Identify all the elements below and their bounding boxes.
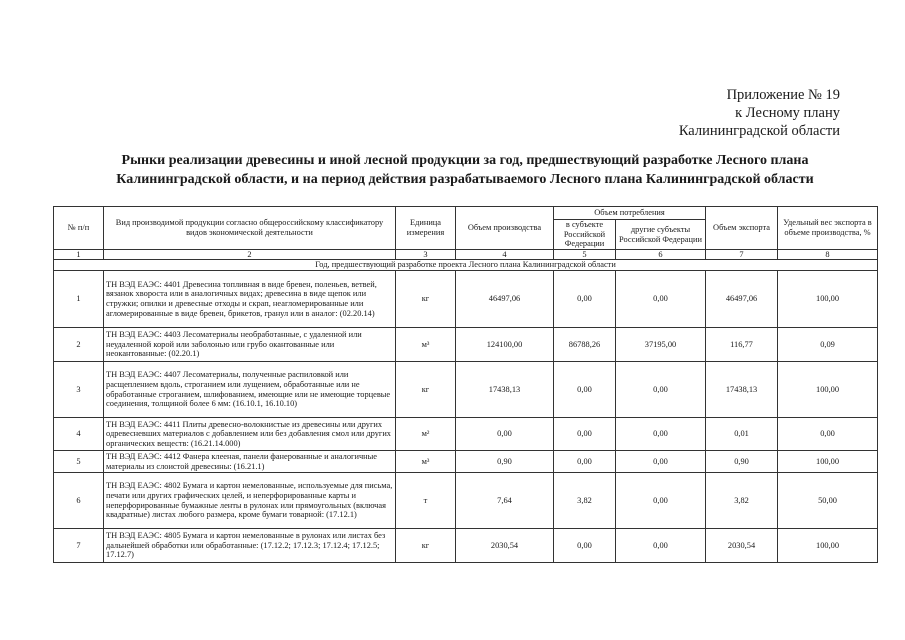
row-other-subjects: 0,00 xyxy=(616,418,706,451)
row-production: 124100,00 xyxy=(456,328,554,362)
row-production: 7,64 xyxy=(456,473,554,529)
header-export: Объем экспорта xyxy=(706,207,778,250)
row-export: 46497,06 xyxy=(706,271,778,328)
row-in-subject: 3,82 xyxy=(554,473,616,529)
row-export: 0,90 xyxy=(706,451,778,473)
row-export: 0,01 xyxy=(706,418,778,451)
column-index: 5 xyxy=(554,250,616,260)
column-index: 6 xyxy=(616,250,706,260)
header-production: Объем производства xyxy=(456,207,554,250)
row-other-subjects: 0,00 xyxy=(616,451,706,473)
markets-table xyxy=(53,206,878,563)
row-in-subject: 0,00 xyxy=(554,271,616,328)
row-description: ТН ВЭД ЕАЭС: 4403 Лесоматериалы необработанные, с удаленной или неудаленной корой или заболонью или грубо окантованные или неокантованные: (02.20.1) xyxy=(104,328,396,362)
row-num: 7 xyxy=(54,529,104,563)
table-row xyxy=(54,473,878,529)
row-description: ТН ВЭД ЕАЭС: 4805 Бумага и картон немелованные в рулонах или листах без дальнейшей обработки или обработанные: (17.12.2; 17.12.3; 17.12.4; 17.12.5; 17.12.7) xyxy=(104,529,396,563)
row-in-subject: 86788,26 xyxy=(554,328,616,362)
appendix-header xyxy=(640,86,840,140)
section-row xyxy=(54,260,878,271)
row-unit: м³ xyxy=(396,451,456,473)
row-in-subject: 0,00 xyxy=(554,529,616,563)
row-num: 5 xyxy=(54,451,104,473)
column-index: 3 xyxy=(396,250,456,260)
row-production: 0,90 xyxy=(456,451,554,473)
header-share: Удельный вес экспорта в объеме производства, % xyxy=(778,207,878,250)
row-description: ТН ВЭД ЕАЭС: 4412 Фанера клееная, панели фанерованные и аналогичные материалы из слоистой древесины: (16.21.1) xyxy=(104,451,396,473)
row-production: 46497,06 xyxy=(456,271,554,328)
appendix-region: Калининградской области xyxy=(678,123,840,139)
title-line-2: Калининградской области, и на период действия разрабатываемого Лесного плана Калининградской области xyxy=(116,171,814,187)
column-index-row xyxy=(54,250,878,260)
row-production: 2030,54 xyxy=(456,529,554,563)
table-row xyxy=(54,271,878,328)
row-share: 100,00 xyxy=(778,271,878,328)
row-share: 50,00 xyxy=(778,473,878,529)
row-production: 0,00 xyxy=(456,418,554,451)
header-consumption: Объем потребления xyxy=(554,207,706,220)
row-num: 2 xyxy=(54,328,104,362)
row-num: 4 xyxy=(54,418,104,451)
row-unit: кг xyxy=(396,362,456,418)
header-unit: Единица измерения xyxy=(396,207,456,250)
row-other-subjects: 0,00 xyxy=(616,271,706,328)
row-num: 3 xyxy=(54,362,104,418)
document-title xyxy=(40,152,890,189)
row-share: 100,00 xyxy=(778,529,878,563)
row-share: 100,00 xyxy=(778,362,878,418)
column-index: 1 xyxy=(54,250,104,260)
appendix-reference: к Лесному плану xyxy=(735,105,840,121)
header-product: Вид производимой продукции согласно общероссийскому классификатору видов экономической деятельности xyxy=(104,207,396,250)
row-description: ТН ВЭД ЕАЭС: 4411 Плиты древесно-волокнистые из древесины или других одревесневших материалов с добавлением или без добавления смол или других органических веществ: (16.21.14.000) xyxy=(104,418,396,451)
row-description: ТН ВЭД ЕАЭС: 4401 Древесина топливная в виде бревен, поленьев, ветвей, вязанок хвороста или в аналогичных видах; древесина в виде щепок или стружки; опилки и древесные отходы и скрап, неагломерированные или агломерированные в виде бревен, брикетов, гранул или в аналог: (02.20.14) xyxy=(104,271,396,328)
row-other-subjects: 0,00 xyxy=(616,529,706,563)
row-other-subjects: 37195,00 xyxy=(616,328,706,362)
row-in-subject: 0,00 xyxy=(554,451,616,473)
table-row xyxy=(54,529,878,563)
row-num: 6 xyxy=(54,473,104,529)
row-unit: кг xyxy=(396,529,456,563)
row-unit: м² xyxy=(396,418,456,451)
row-export: 17438,13 xyxy=(706,362,778,418)
row-share: 0,09 xyxy=(778,328,878,362)
column-index: 8 xyxy=(778,250,878,260)
column-index: 4 xyxy=(456,250,554,260)
row-share: 100,00 xyxy=(778,451,878,473)
row-export: 116,77 xyxy=(706,328,778,362)
header-other-subjects: другие субъекты Российской Федерации xyxy=(616,220,706,250)
row-production: 17438,13 xyxy=(456,362,554,418)
table-row xyxy=(54,328,878,362)
row-description: ТН ВЭД ЕАЭС: 4407 Лесоматериалы, полученные распиловкой или расщеплением вдоль, строганием или лущением, обработанные или не обработанные строганием, шлифованием, имеющие или не имеющие торцевые соединения, толщиной более 6 мм: (16.10.1, 16.10.10) xyxy=(104,362,396,418)
header-num: № п/п xyxy=(54,207,104,250)
row-export: 2030,54 xyxy=(706,529,778,563)
row-unit: кг xyxy=(396,271,456,328)
appendix-number: Приложение № 19 xyxy=(726,87,840,103)
header-in-subject: в субъекте Российской Федерации xyxy=(554,220,616,250)
title-line-1: Рынки реализации древесины и иной лесной продукции за год, предшествующий разработке Лесного плана xyxy=(121,153,809,168)
row-other-subjects: 0,00 xyxy=(616,362,706,418)
section-title: Год, предшествующий разработке проекта Лесного плана Калининградской области xyxy=(54,260,878,271)
row-description: ТН ВЭД ЕАЭС: 4802 Бумага и картон немелованные, используемые для письма, печати или других графических целей, и неперфорированные карты и неперфорированные бумажные ленты в рулонах или прямоугольных (включая квадратные) листах любого размера, кроме бумаги товарной: (17.12.1) xyxy=(104,473,396,529)
table-row xyxy=(54,362,878,418)
row-unit: м³ xyxy=(396,328,456,362)
row-num: 1 xyxy=(54,271,104,328)
table-row xyxy=(54,451,878,473)
row-in-subject: 0,00 xyxy=(554,418,616,451)
row-unit: т xyxy=(396,473,456,529)
table-row xyxy=(54,418,878,451)
row-share: 0,00 xyxy=(778,418,878,451)
row-other-subjects: 0,00 xyxy=(616,473,706,529)
row-export: 3,82 xyxy=(706,473,778,529)
column-index: 2 xyxy=(104,250,396,260)
row-in-subject: 0,00 xyxy=(554,362,616,418)
column-index: 7 xyxy=(706,250,778,260)
